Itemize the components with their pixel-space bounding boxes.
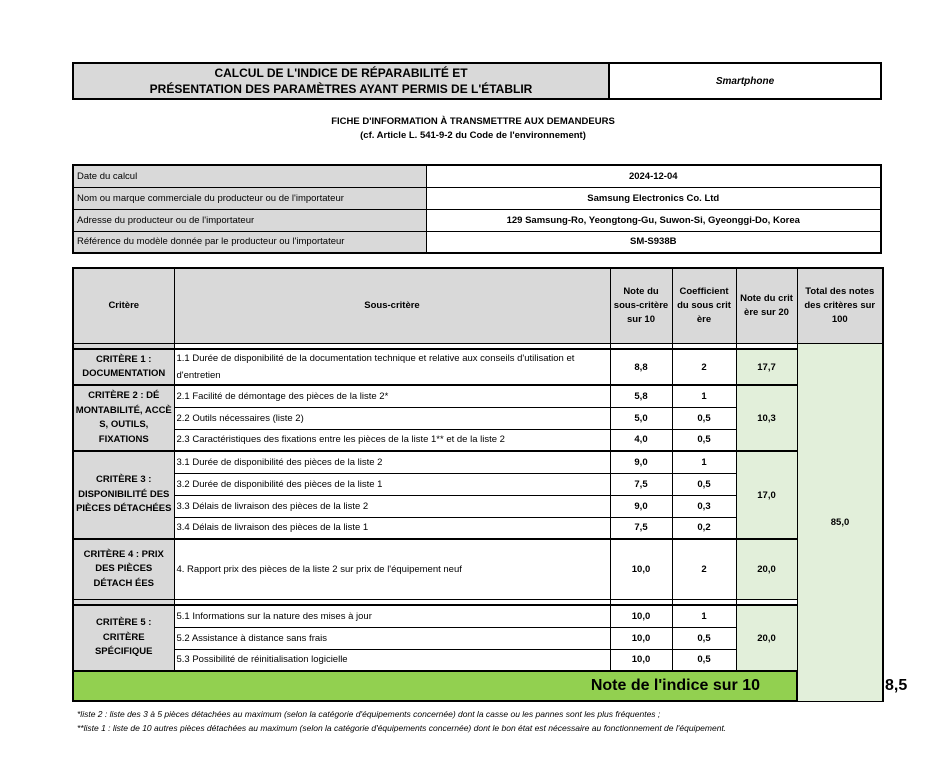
title-line-1: CALCUL DE L'INDICE DE RÉPARABILITÉ ET <box>214 66 468 80</box>
criterion-score: 10,3 <box>736 385 797 451</box>
sub-criterion-label: 4. Rapport prix des pièces de la liste 2 sur prix de l'équipement neuf <box>174 539 610 599</box>
sub-criterion-label: 3.3 Délais de livraison des pièces de la liste 2 <box>174 495 610 517</box>
sub-criterion-note: 9,0 <box>610 495 672 517</box>
sub-criterion-note: 5,0 <box>610 407 672 429</box>
sub-criterion-coef: 2 <box>672 539 736 599</box>
table-row <box>73 605 883 627</box>
info-table <box>72 164 882 254</box>
info-row <box>73 165 881 187</box>
subheading-line-1: FICHE D'INFORMATION À TRANSMETTRE AUX DEMANDEURS <box>331 116 615 127</box>
info-row <box>73 231 881 253</box>
col-header-note-sous: Note du sous-critère sur 10 <box>610 268 672 343</box>
sub-criterion-note: 4,0 <box>610 429 672 451</box>
sub-criterion-label: 3.1 Durée de disponibilité des pièces de la liste 2 <box>174 451 610 473</box>
info-value: 2024-12-04 <box>426 165 881 187</box>
criterion-score: 20,0 <box>736 539 797 599</box>
info-label: Référence du modèle donnée par le producteur ou l'importateur <box>73 231 426 253</box>
info-label: Nom ou marque commerciale du producteur ou de l'importateur <box>73 187 426 209</box>
sub-criterion-label: 1.1 Durée de disponibilité de la documentation technique et relative aux conseils d'utilisation et d'entretien <box>174 349 610 385</box>
total-score: 85,0 <box>797 343 883 701</box>
table-row <box>73 539 883 599</box>
footnotes <box>77 707 877 735</box>
info-value: 129 Samsung-Ro, Yeongtong-Gu, Suwon-Si, Gyeonggi-Do, Korea <box>426 209 881 231</box>
col-header-sous-critere: Sous-critère <box>174 268 610 343</box>
sub-criterion-coef: 1 <box>672 605 736 627</box>
sub-criterion-label: 3.4 Délais de livraison des pièces de la liste 1 <box>174 517 610 539</box>
table-row <box>73 349 883 385</box>
info-row <box>73 209 881 231</box>
sub-criterion-note: 8,8 <box>610 349 672 385</box>
criterion-name: CRITÈRE 5 : CRITÈRE SPÉCIFIQUE <box>73 605 174 671</box>
sub-criterion-label: 2.1 Facilité de démontage des pièces de la liste 2* <box>174 385 610 407</box>
subheading <box>0 115 946 143</box>
sub-criterion-label: 5.2 Assistance à distance sans frais <box>174 627 610 649</box>
col-header-coef: Coefficient du sous crit ère <box>672 268 736 343</box>
header-table <box>72 62 882 100</box>
footnote-liste-2: *liste 2 : liste des 3 à 5 pièces détachées au maximum (selon la catégorie d'équipements concernée) dont la casse ou les pannes sont les plus fréquentes ; <box>77 709 661 719</box>
col-header-critere: Critère <box>73 268 174 343</box>
sub-criterion-coef: 1 <box>672 385 736 407</box>
criterion-name: CRITÈRE 2 : DÉ MONTABILITÉ, ACCÈ S, OUTILS, FIXATIONS <box>73 385 174 451</box>
title-line-2: PRÉSENTATION DES PARAMÈTRES AYANT PERMIS DE L'ÉTABLIR <box>149 82 533 96</box>
document-title <box>73 63 609 99</box>
final-score-label: Note de l'indice sur 10 <box>73 671 797 701</box>
sub-criterion-note: 9,0 <box>610 451 672 473</box>
sub-criterion-label: 3.2 Durée de disponibilité des pièces de la liste 1 <box>174 473 610 495</box>
scoring-table <box>72 267 908 702</box>
info-label: Adresse du producteur ou de l'importateur <box>73 209 426 231</box>
sub-criterion-label: 2.2 Outils nécessaires (liste 2) <box>174 407 610 429</box>
sub-criterion-note: 10,0 <box>610 627 672 649</box>
sub-criterion-coef: 0,5 <box>672 429 736 451</box>
product-category: Smartphone <box>609 63 881 99</box>
sub-criterion-coef: 0,2 <box>672 517 736 539</box>
sub-criterion-coef: 0,5 <box>672 627 736 649</box>
info-label: Date du calcul <box>73 165 426 187</box>
info-value: Samsung Electronics Co. Ltd <box>426 187 881 209</box>
subheading-line-2: (cf. Article L. 541-9-2 du Code de l'environnement) <box>360 130 586 141</box>
info-value: SM-S938B <box>426 231 881 253</box>
criterion-score: 17,0 <box>736 451 797 539</box>
sub-criterion-coef: 0,5 <box>672 407 736 429</box>
sub-criterion-note: 7,5 <box>610 517 672 539</box>
sub-criterion-coef: 1 <box>672 451 736 473</box>
sub-criterion-coef: 0,5 <box>672 649 736 671</box>
sub-criterion-coef: 2 <box>672 349 736 385</box>
table-header-row <box>73 268 883 343</box>
footnote-liste-1: **liste 1 : liste de 10 autres pièces détachées au maximum (selon la catégorie d'équipements concernée) dont le bon état est nécessaire au fonctionnement de l'équipement. <box>77 723 727 733</box>
criterion-score: 20,0 <box>736 605 797 671</box>
criterion-score: 17,7 <box>736 349 797 385</box>
sub-criterion-note: 5,8 <box>610 385 672 407</box>
sub-criterion-coef: 0,5 <box>672 473 736 495</box>
final-score-row: Note de l'indice sur 10 8,5 <box>73 671 883 701</box>
col-header-total: Total des notes des critères sur 100 <box>797 268 883 343</box>
criterion-name: CRITÈRE 3 : DISPONIBILITÉ DES PIÈCES DÉTACHÉES <box>73 451 174 539</box>
criterion-name: CRITÈRE 1 : DOCUMENTATION <box>73 349 174 385</box>
sub-criterion-coef: 0,3 <box>672 495 736 517</box>
table-row <box>73 385 883 407</box>
info-row <box>73 187 881 209</box>
col-header-note-crit: Note du crit ère sur 20 <box>736 268 797 343</box>
sub-criterion-label: 2.3 Caractéristiques des fixations entre les pièces de la liste 1** et de la liste 2 <box>174 429 610 451</box>
sub-criterion-note: 10,0 <box>610 539 672 599</box>
sub-criterion-label: 5.1 Informations sur la nature des mises à jour <box>174 605 610 627</box>
sub-criterion-note: 7,5 <box>610 473 672 495</box>
sub-criterion-note: 10,0 <box>610 649 672 671</box>
sub-criterion-note: 10,0 <box>610 605 672 627</box>
table-row <box>73 451 883 473</box>
criterion-name: CRITÈRE 4 : PRIX DES PIÈCES DÉTACH ÉES <box>73 539 174 599</box>
sub-criterion-label: 5.3 Possibilité de réinitialisation logicielle <box>174 649 610 671</box>
